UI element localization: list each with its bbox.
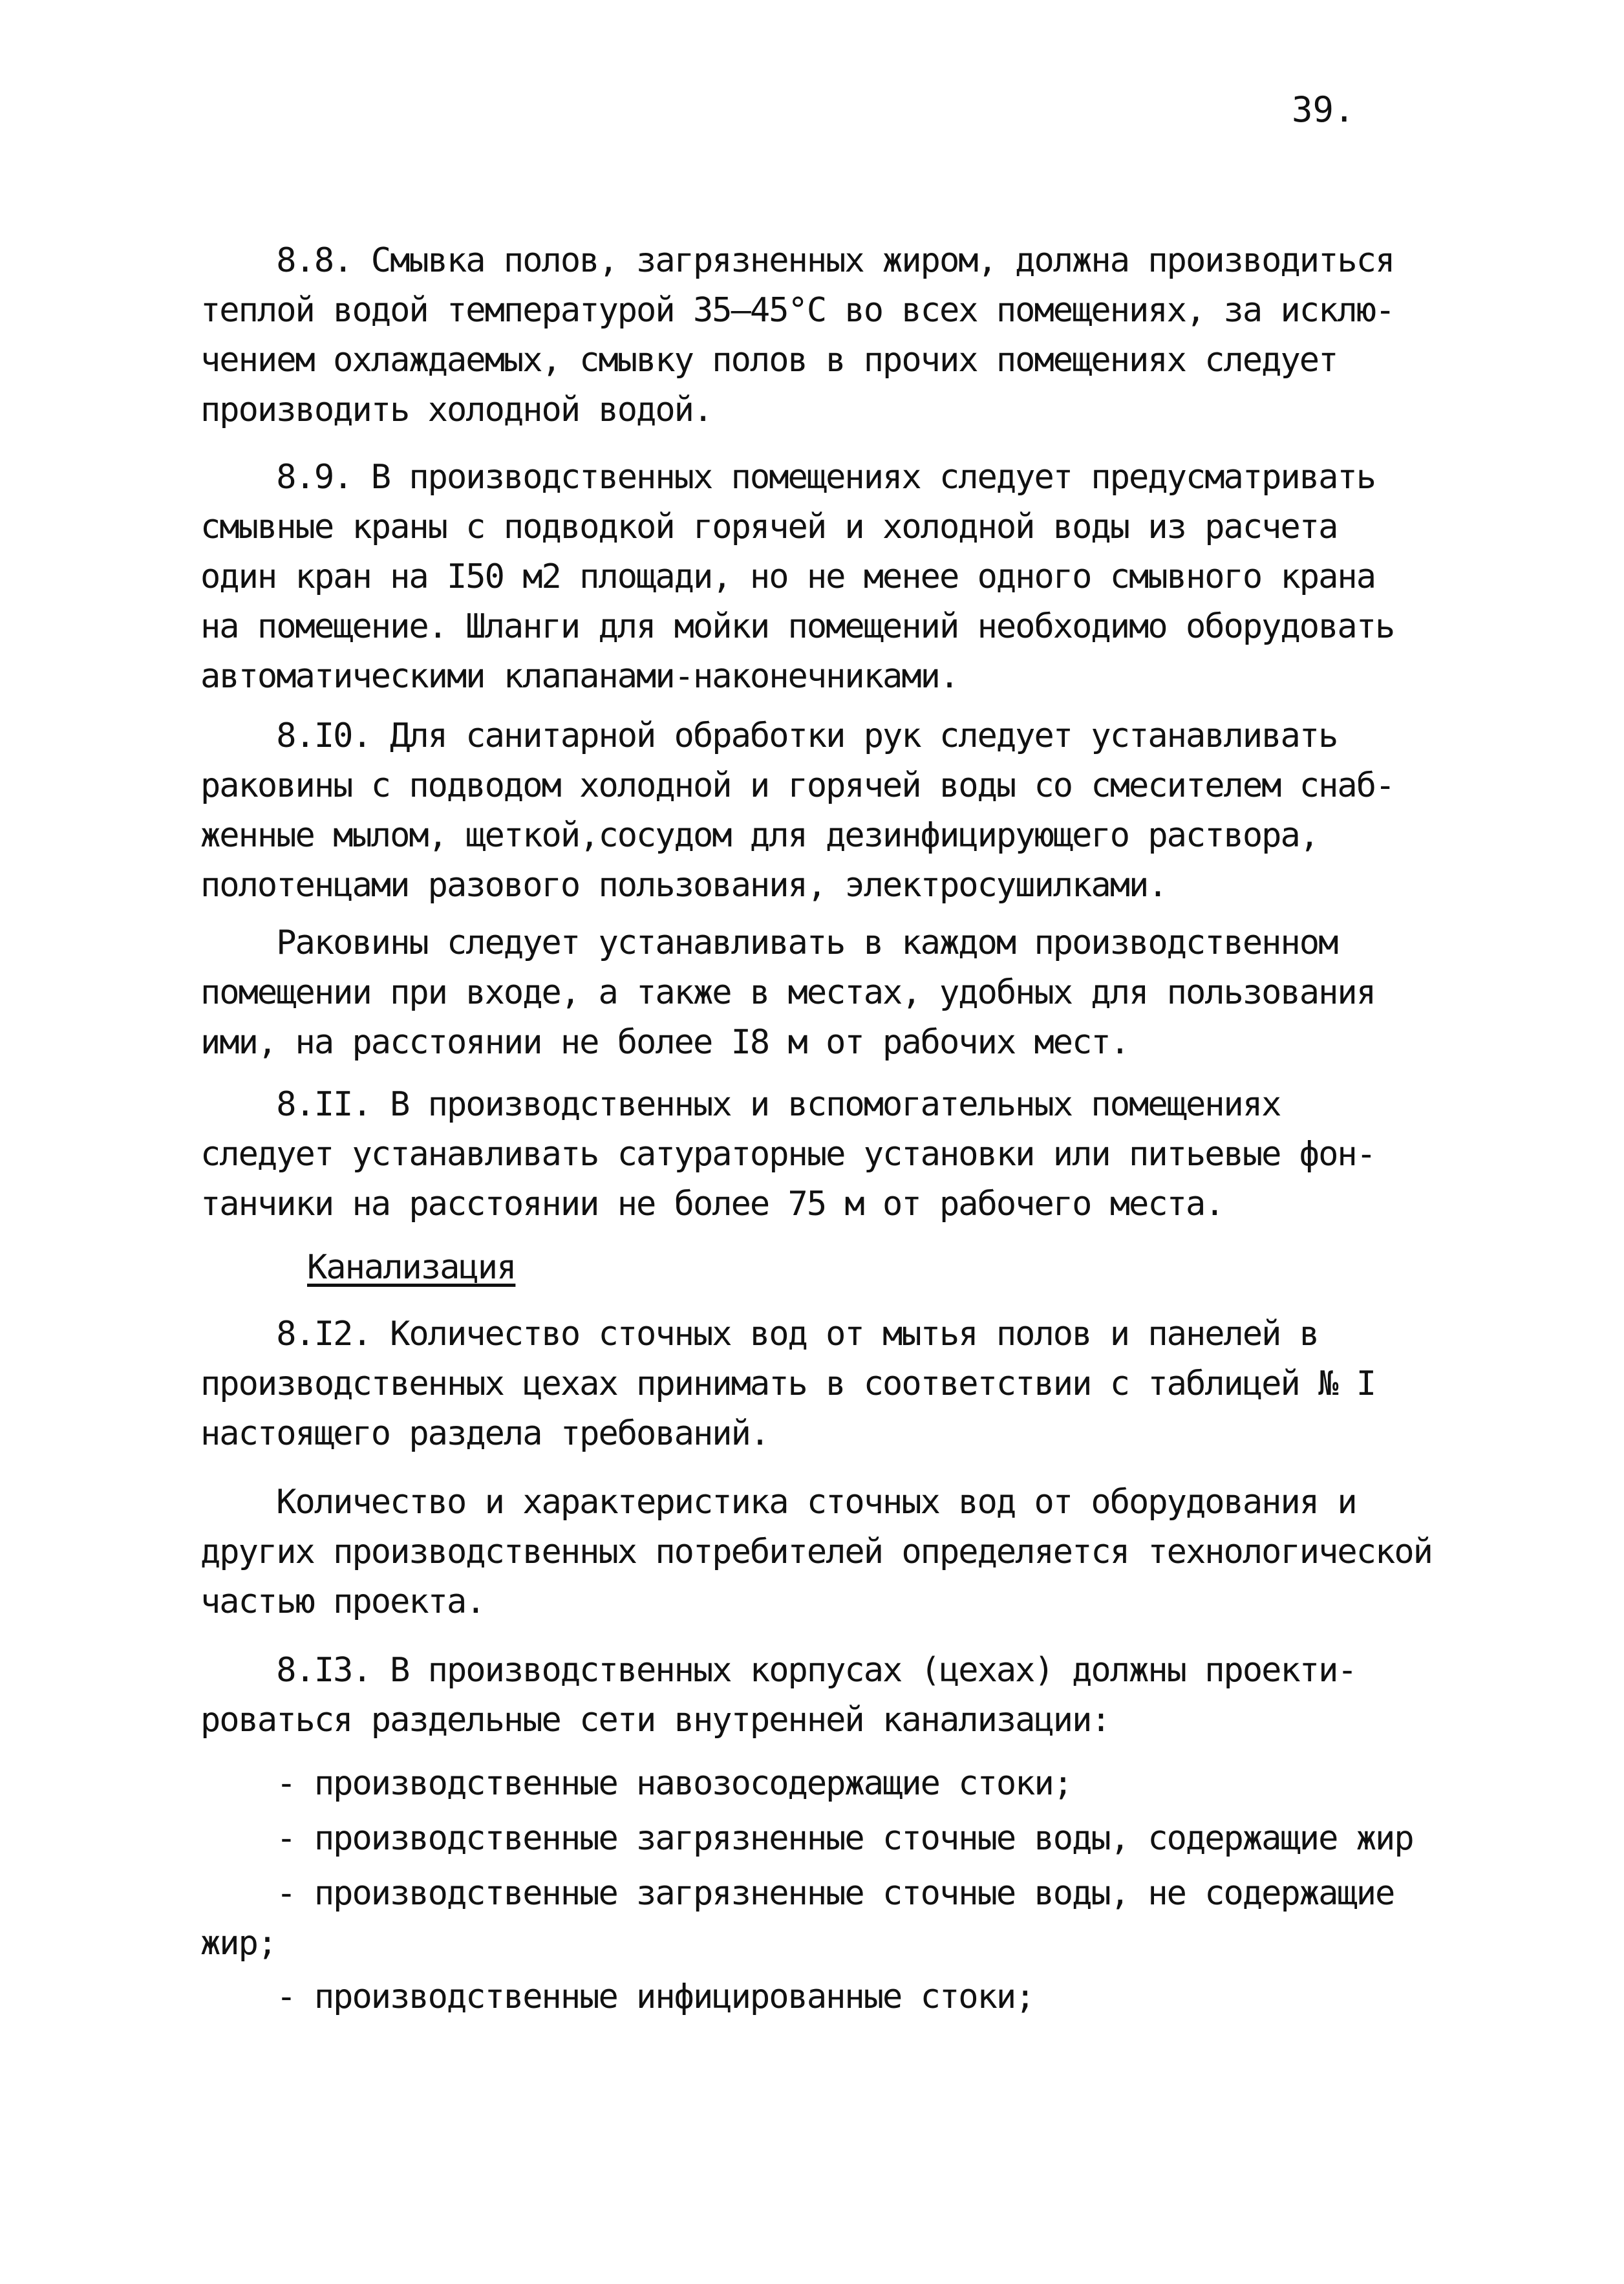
list-item: - производственные загрязненные сточные воды, не содержащие жир;: [200, 1874, 1394, 1963]
paragraph-8-11: 8.II. В производственных и вспомогательных помещениях следует устанавливать сатураторные установки или питьевые фон- танчики на расстоянии не более 75 м от рабочего места.: [200, 1085, 1376, 1223]
paragraph-8-10-continued: Раковины следует устанавливать в каждом производственном помещении при входе, а также в местах, удобных для пользования ими, на расстоянии не более I8 м от рабочих мест.: [200, 923, 1376, 1062]
list-item: - производственные инфицированные стоки;: [200, 1977, 1034, 2016]
paragraph-8-12-continued: Количество и характеристика сточных вод от оборудования и других производственных потребителей определяется технологической частью проекта.: [200, 1483, 1432, 1621]
page-number: 39.: [1292, 89, 1355, 130]
paragraph-8-13: 8.I3. В производственных корпусах (цехах) должны проекти- роваться раздельные сети внутренней канализации:: [200, 1651, 1356, 1740]
list-item: - производственные загрязненные сточные воды, содержащие жир: [200, 1819, 1413, 1858]
paragraph-8-10: 8.I0. Для санитарной обработки рук следует устанавливать раковины с подводом холодной и горячей воды со смесителем снаб- женные мылом, щеткой,сосудом для дезинфицирующего раствора, полотенцами разового пользования, электросушилками.: [200, 716, 1394, 905]
paragraph-8-8: 8.8. Смывка полов, загрязненных жиром, должна производиться теплой водой температурой 35–45°С во всех помещениях, за исклю- чением охлаждаемых, смывку полов в прочих помещениях следует производить холодной водой.: [200, 241, 1394, 429]
list-item: - производственные навозосодержащие стоки;: [200, 1764, 1073, 1803]
paragraph-8-12: 8.I2. Количество сточных вод от мытья полов и панелей в производственных цехах принимать в соответствии с таблицей № I настоящего раздела требований.: [200, 1315, 1376, 1453]
section-heading: Канализация: [307, 1248, 516, 1287]
paragraph-8-9: 8.9. В производственных помещениях следует предусматривать смывные краны с подводкой горячей и холодной воды из расчета один кран на I50 м2 площади, но не менее одного смывного крана на помещение. Шланги для мойки помещений необходимо оборудовать автоматическими клапанами-наконечниками.: [200, 458, 1394, 696]
